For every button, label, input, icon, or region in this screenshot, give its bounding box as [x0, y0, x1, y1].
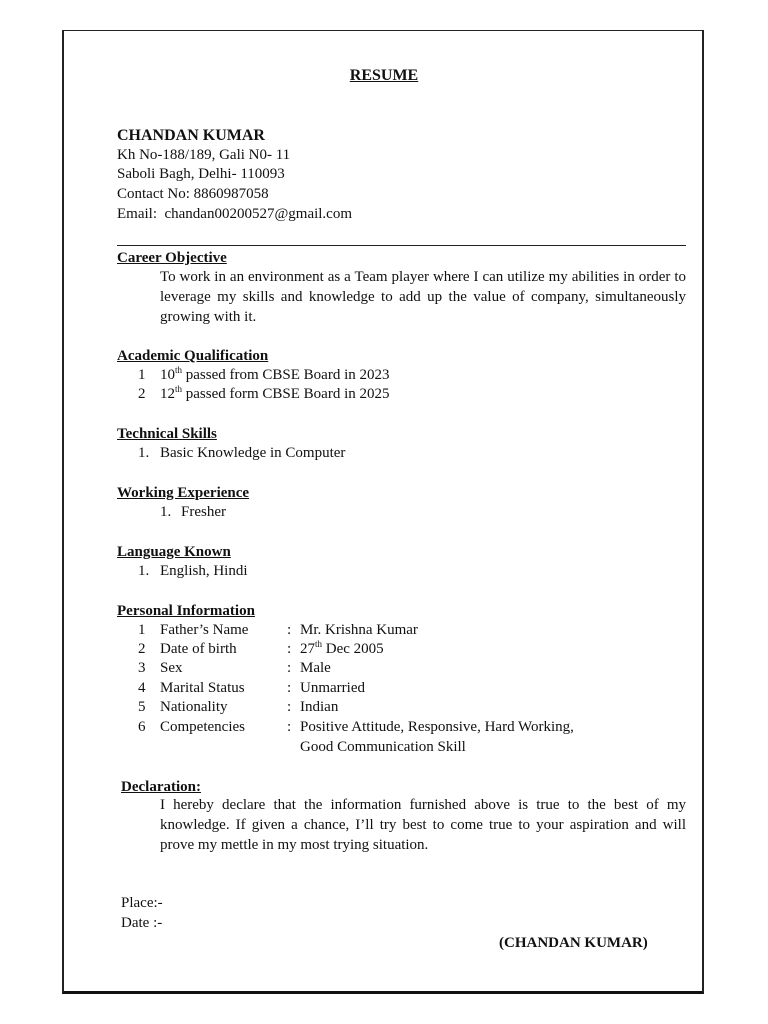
list-item-number: 4: [138, 680, 146, 696]
personal-value: Mr. Krishna Kumar: [300, 622, 418, 638]
personal-label: Date of birth: [160, 641, 237, 657]
address-line-1: Kh No-188/189, Gali N0- 11: [117, 147, 291, 163]
personal-value: Indian: [300, 699, 339, 715]
personal-separator: :: [287, 641, 292, 657]
language-known-heading: Language Known: [117, 544, 231, 560]
personal-value: 27th Dec 2005: [300, 639, 384, 657]
list-item-number: 6: [138, 719, 146, 735]
personal-label: Sex: [160, 660, 183, 676]
personal-separator: :: [287, 660, 292, 676]
personal-label: Competencies: [160, 719, 245, 735]
personal-information-heading: Personal Information: [117, 603, 255, 619]
address-line-2: Saboli Bagh, Delhi- 110093: [117, 166, 285, 182]
declaration-text: I hereby declare that the information furnished above is true to the best of my knowledge. If given a chance, I’ll try best to come true to your aspiration and will prove my mettle in my most trying situation.: [160, 797, 686, 853]
language-item: English, Hindi: [160, 563, 248, 579]
document-title: RESUME: [349, 67, 419, 84]
career-objective-text: To work in an environment as a Team player where I can utilize my abilities in order to leverage my skills and knowledge to add up the value of company, simultaneously growing with it.: [160, 269, 686, 325]
list-item-number: 3: [138, 660, 146, 676]
list-item-number: 1.: [138, 445, 150, 461]
academic-heading: Academic Qualification: [117, 348, 269, 364]
personal-label: Marital Status: [160, 680, 245, 696]
list-item-number: 1: [138, 622, 146, 638]
experience-item: Fresher: [181, 504, 226, 520]
personal-separator: :: [287, 719, 292, 735]
personal-value: Positive Attitude, Responsive, Hard Working,: [300, 719, 574, 735]
personal-separator: :: [287, 622, 292, 638]
list-item-number: 5: [138, 699, 146, 715]
date-label: Date :-: [121, 915, 163, 931]
list-item-number: 2: [138, 641, 146, 657]
applicant-name: CHANDAN KUMAR: [117, 127, 265, 144]
personal-value: Male: [300, 660, 331, 676]
personal-value-continued: Good Communication Skill: [300, 739, 466, 755]
career-objective-heading: Career Objective: [117, 250, 227, 266]
personal-value: Unmarried: [300, 680, 365, 696]
personal-label: Father’s Name: [160, 622, 249, 638]
technical-skills-heading: Technical Skills: [117, 426, 217, 442]
academic-item: 10th passed from CBSE Board in 2023: [160, 365, 390, 383]
personal-label: Nationality: [160, 699, 228, 715]
place-label: Place:-: [121, 895, 163, 911]
contact-number: Contact No: 8860987058: [117, 186, 269, 202]
signature-name: (CHANDAN KUMAR): [499, 935, 648, 951]
working-experience-heading: Working Experience: [117, 485, 250, 501]
declaration-heading: Declaration:: [121, 779, 201, 795]
list-item-number: 2: [138, 386, 146, 402]
email-address: Email: chandan00200527@gmail.com: [117, 206, 353, 222]
list-item-number: 1.: [138, 563, 150, 579]
personal-separator: :: [287, 680, 292, 696]
personal-separator: :: [287, 699, 292, 715]
technical-skill-item: Basic Knowledge in Computer: [160, 445, 346, 461]
academic-item: 12th passed form CBSE Board in 2025: [160, 384, 390, 402]
list-item-number: 1.: [160, 504, 172, 520]
header-divider: [117, 245, 686, 246]
list-item-number: 1: [138, 367, 146, 383]
